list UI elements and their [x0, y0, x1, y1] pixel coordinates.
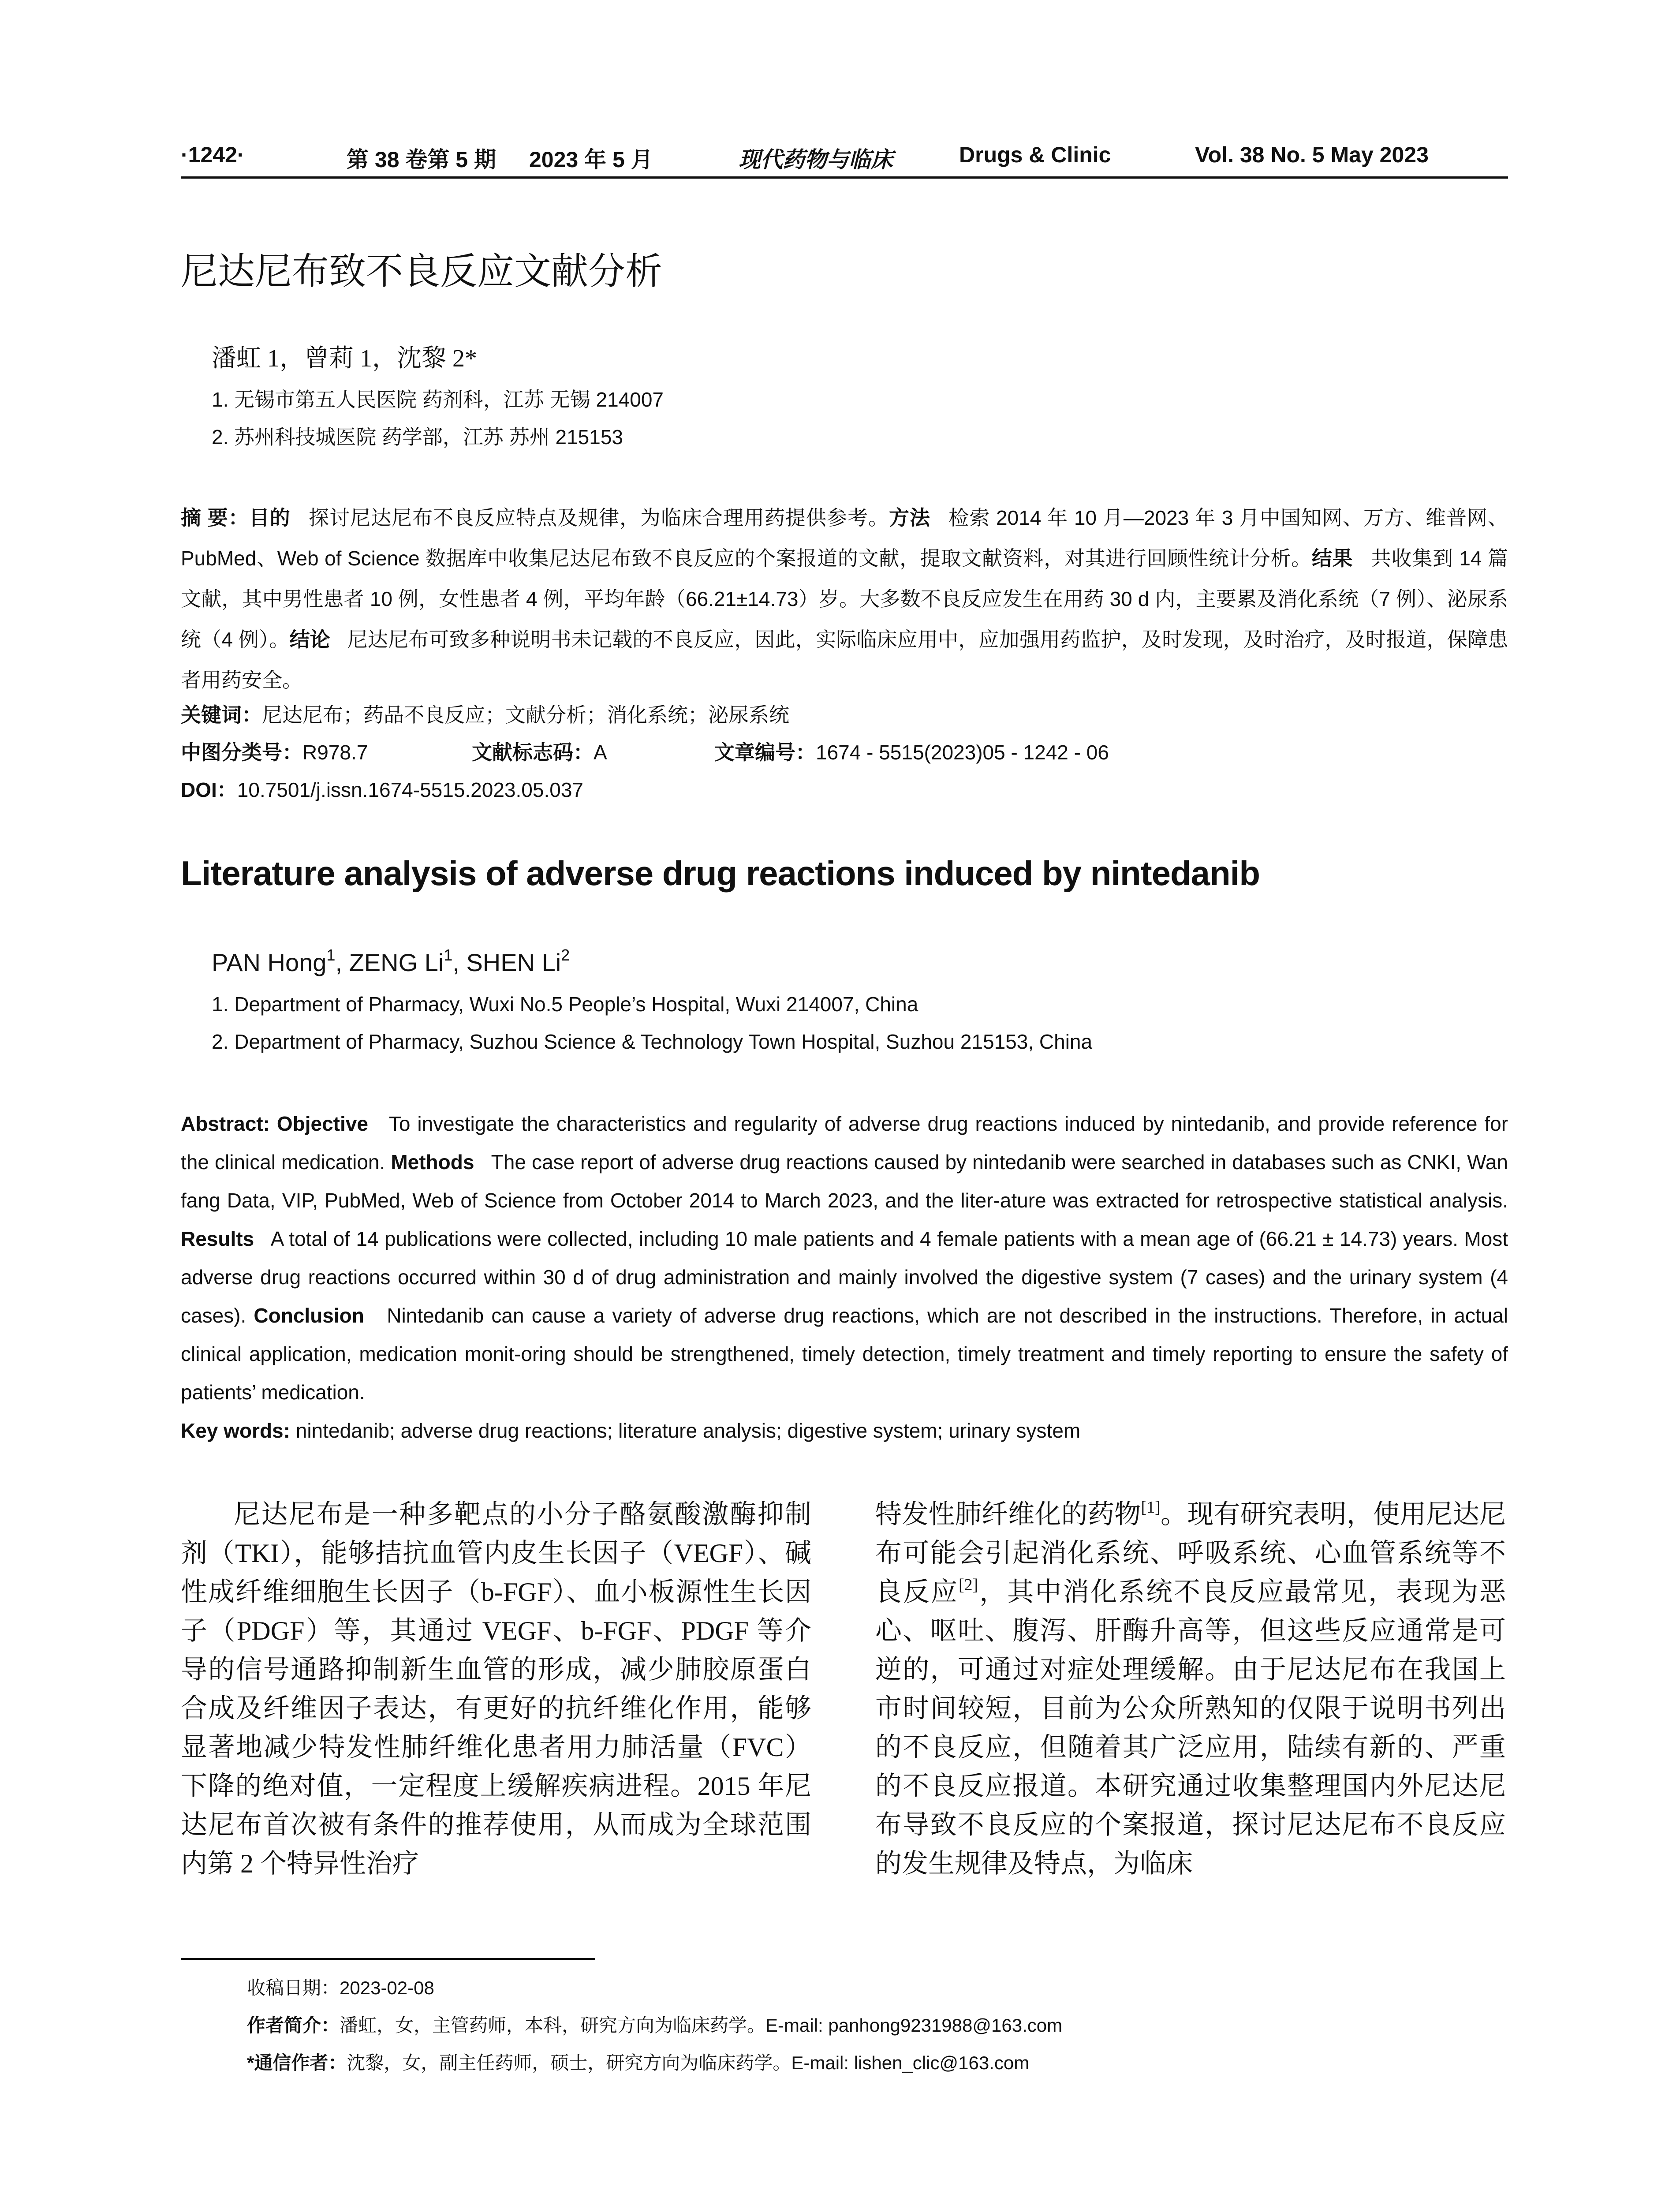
methods-text-cn: 检索 2014 年 10 月—2023 年 3 月中国知网、万方、维普网、PubMed、Web of Science 数据库中收集尼达尼布致不良反应的个案报道的文献，提取文献资料，对其进行回顾性统计分析。: [181, 506, 1508, 570]
abstract-cn: [181, 497, 1508, 700]
article-title-cn: 尼达尼布致不良反应文献分析: [181, 250, 663, 292]
body-right-part-1: 特发性肺纤维化的药物: [875, 1500, 1141, 1529]
authors-en: PAN Hong$^1$, ZENG Li$^1$, SHEN Li$^2$: [212, 946, 570, 976]
methods-text-en: The case report of adverse drug reactions caused by nintedanib were searched in databases such as CNKI, Wan fang Data, VIP, PubMed, Web of Science from October 2014 to March 2023, and the liter-ature was extracted for retrospective statistical analysis.: [181, 1151, 1508, 1212]
author-bio-label: 作者简介：: [247, 2015, 340, 2036]
abstract-label-cn: 摘 要：: [181, 506, 249, 529]
corresponding-label: *通信作者：: [247, 2052, 347, 2073]
affiliation-en-2: 2. Department of Pharmacy, Suzhou Science & Technology Town Hospital, Suzhou 215153, China: [212, 1030, 1093, 1053]
keywords-text-en: nintedanib; adverse drug reactions; literature analysis; digestive system; urinary system: [295, 1419, 1081, 1442]
citation-2[interactable]: [2]: [958, 1576, 978, 1594]
article-number-label: 文章编号：: [714, 741, 816, 764]
header-rule: [181, 176, 1508, 179]
volume-issue-en: Vol. 38 No. 5 May 2023: [1195, 142, 1429, 167]
article-title-en: Literature analysis of adverse drug reactions induced by nintedanib: [181, 854, 1260, 893]
clc-value: R978.7: [302, 741, 368, 764]
body-right-part-2: 。现有研究表明，使用尼达尼布可能会引起消化系统、呼吸系统、心血管系统等不良反应: [875, 1500, 1506, 1607]
footnote-author-bio: [247, 2011, 1062, 2037]
clc-code: [181, 736, 368, 766]
body-column-right: [875, 1495, 1506, 1883]
document-code-value: A: [594, 741, 607, 764]
author-en-2-affil: 1: [444, 946, 453, 964]
results-label-cn: 结果: [1311, 547, 1353, 570]
objective-text-en: To investigate the characteristics and regularity of adverse drug reactions induced by nintedanib, and provide reference for the clinical medication.: [181, 1112, 1508, 1174]
author-en-1-affil: 1: [326, 946, 336, 964]
keywords-text-cn: 尼达尼布；药品不良反应；文献分析；消化系统；泌尿系统: [262, 703, 789, 726]
objective-text-cn: 探讨尼达尼布不良反应特点及规律，为临床合理用药提供参考。: [309, 506, 889, 529]
conclusion-label-cn: 结论: [289, 628, 330, 651]
keywords-label-en: Key words:: [181, 1419, 290, 1442]
journal-name-en: Drugs & Clinic: [959, 142, 1111, 167]
author-en-3-affil: 2: [561, 946, 570, 964]
methods-label-cn: 方法: [889, 506, 930, 529]
journal-name-cn: 现代药物与临床: [739, 147, 893, 172]
results-text-en: A total of 14 publications were collected, including 10 male patients and 4 female patients with a mean age of (66.21 ± 14.73) years. Most adverse drug reactions occurred within 30 d of drug administration and mainly involved the digestive system (7 cases) and the urinary system (4 cases).: [181, 1227, 1508, 1327]
conclusion-text-en: Nintedanib can cause a variety of adverse drug reactions, which are not described in the instructions. Therefore, in actual clinical application, medication monit-oring should be strengthened, timely detection, timely treatment and timely reporting to ensure the safety of patients’ medication.: [181, 1304, 1508, 1404]
doi-line: [181, 774, 583, 803]
affiliation-cn-2: 2. 苏州科技城医院 药学部，江苏 苏州 215153: [212, 426, 623, 448]
conclusion-label-en: Conclusion: [254, 1304, 364, 1327]
footnote-corresponding: [247, 2048, 1029, 2075]
results-label-en: Results: [181, 1227, 254, 1250]
author-en-3: SHEN Li: [466, 949, 561, 976]
body-right-part-3: ，其中消化系统不良反应最常见，表现为恶心、呕吐、腹泻、肝酶升高等，但这些反应通常是可逆的，可通过对症处理缓解。由于尼达尼布在我国上市时间较短，目前为公众所熟知的仅限于说明书列出的不良反应，但随着其广泛应用，陆续有新的、严重的不良反应报道。本研究通过收集整理国内外尼达尼布导致不良反应的个案报道，探讨尼达尼布不良反应的发生规律及特点，为临床: [875, 1577, 1506, 1878]
doi-value: 10.7501/j.issn.1674-5515.2023.05.037: [237, 778, 583, 801]
date-cn: 2023 年 5 月: [529, 147, 653, 172]
received-date: 2023-02-08: [340, 1977, 434, 1998]
clc-label: 中图分类号：: [181, 741, 302, 764]
received-label: 收稿日期：: [247, 1977, 340, 1998]
corresponding-text: 沈黎，女，副主任药师，硕士，研究方向为临床药学。E-mail: lishen_clic@163.com: [347, 2052, 1030, 2073]
abstract-label-en: Abstract:: [181, 1112, 270, 1135]
keywords-cn: [181, 699, 789, 728]
results-text-cn: 共收集到 14 篇文献，其中男性患者 10 例，女性患者 4 例，平均年龄（66.21±14.73）岁。大多数不良反应发生在用药 30 d 内，主要累及消化系统（7 例）、泌尿系统（4 例）。: [181, 547, 1508, 651]
document-code-label: 文献标志码：: [472, 741, 594, 764]
objective-label-cn: 目的: [249, 506, 291, 529]
author-bio-text: 潘虹，女，主管药师，本科，研究方向为临床药学。E-mail: panhong9231988@163.com: [340, 2015, 1063, 2036]
footnote-rule: [181, 1958, 595, 1960]
document-code: [472, 736, 607, 766]
doi-label: DOI：: [181, 778, 237, 801]
article-number: [714, 736, 1109, 766]
abstract-en: [181, 1105, 1508, 1450]
methods-label-en: Methods: [391, 1151, 474, 1174]
body-column-left: 尼达尼布是一种多靶点的小分子酪氨酸激酶抑制剂（TKI），能够拮抗血管内皮生长因子（VEGF）、碱性成纤维细胞生长因子（b-FGF）、血小板源性生长因子（PDGF）等，其通过 VEGF、b-FGF、PDGF 等介导的信号通路抑制新生血管的形成，减少肺胶原蛋白合成及纤维因子表达，有更好的抗纤维化作用，能够显著地减少特发性肺纤维化患者用力肺活量（FVC）下降的绝对值，一定程度上缓解疾病进程。2015 年尼达尼布首次被有条件的推荐使用，从而成为全球范围内第 2 个特异性治疗: [181, 1500, 811, 1878]
article-number-value: 1674 - 5515(2023)05 - 1242 - 06: [816, 741, 1109, 764]
author-en-1: PAN Hong: [212, 949, 327, 976]
footnote-received: [247, 1973, 434, 2000]
volume-issue-cn: 第 38 卷第 5 期: [347, 147, 496, 172]
citation-1[interactable]: [1]: [1141, 1498, 1161, 1517]
keywords-label-cn: 关键词：: [181, 703, 262, 726]
conclusion-text-cn: 尼达尼布可致多种说明书未记载的不良反应，因此，实际临床应用中，应加强用药监护，及时发现，及时治疗，及时报道，保障患者用药安全。: [181, 628, 1508, 691]
running-header: [181, 142, 1508, 177]
author-en-2: ZENG Li: [349, 949, 444, 976]
objective-label-en: Objective: [276, 1112, 368, 1135]
affiliation-cn-1: 1. 无锡市第五人民医院 药剂科，江苏 无锡 214007: [212, 388, 664, 411]
affiliation-en-1: 1. Department of Pharmacy, Wuxi No.5 People’s Hospital, Wuxi 214007, China: [212, 993, 918, 1016]
authors-cn: 潘虹 1，曾莉 1，沈黎 2*: [212, 345, 477, 372]
page-number: ·1242·: [181, 142, 245, 167]
